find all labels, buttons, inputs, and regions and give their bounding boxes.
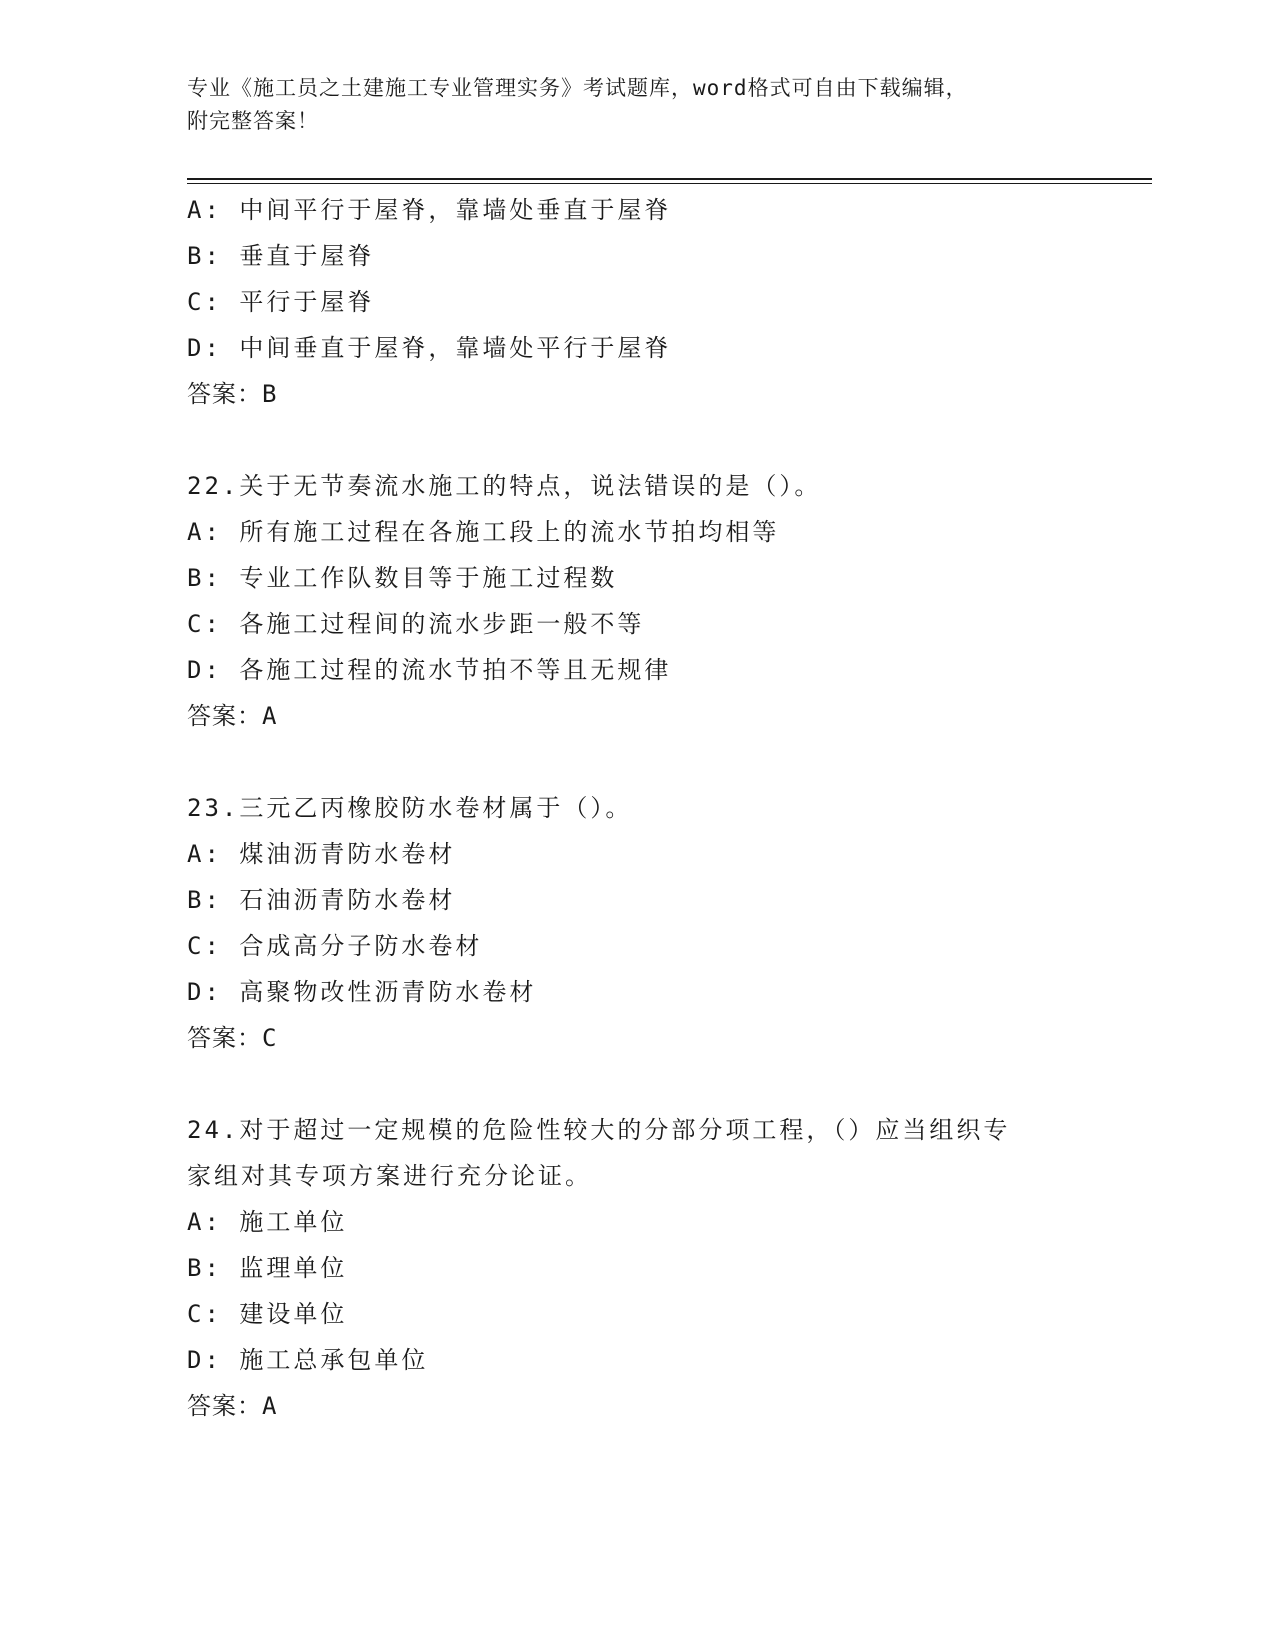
spacer <box>187 417 1117 463</box>
header-line-2: 附完整答案！ <box>187 109 319 133</box>
answer-value: C <box>262 1024 280 1052</box>
option-a: A: 煤油沥青防水卷材 <box>187 840 456 868</box>
document-header <box>187 72 1087 138</box>
header-divider-thin <box>187 183 1152 184</box>
option-b: B: 监理单位 <box>187 1254 348 1282</box>
answer-line <box>187 1015 1117 1061</box>
option-d: D: 高聚物改性沥青防水卷材 <box>187 978 537 1006</box>
option-b: B: 垂直于屋脊 <box>187 242 375 270</box>
option-a: A: 施工单位 <box>187 1208 348 1236</box>
spacer <box>187 1061 1117 1107</box>
question-stem: 22.关于无节奏流水施工的特点，说法错误的是（）。 <box>187 472 822 500</box>
header-line-1: 专业《施工员之土建施工专业管理实务》考试题库，word格式可自由下载编辑， <box>187 76 968 100</box>
answer-value: B <box>262 380 280 408</box>
question-23 <box>187 785 1117 1061</box>
option-d: D: 施工总承包单位 <box>187 1346 429 1374</box>
option-d: D: 各施工过程的流水节拍不等且无规律 <box>187 656 672 684</box>
answer-label: 答案： <box>187 1024 262 1052</box>
answer-line <box>187 1383 1117 1429</box>
option-a: A: 中间平行于屋脊，靠墙处垂直于屋脊 <box>187 196 672 224</box>
answer-label: 答案： <box>187 380 262 408</box>
option-b: B: 石油沥青防水卷材 <box>187 886 456 914</box>
answer-line <box>187 693 1117 739</box>
answer-value: A <box>262 1392 280 1420</box>
question-stem-line-2: 家组对其专项方案进行充分论证。 <box>187 1162 592 1190</box>
question-list <box>187 187 1117 1429</box>
header-divider-thick <box>187 178 1152 180</box>
option-c: C: 建设单位 <box>187 1300 348 1328</box>
option-c: C: 合成高分子防水卷材 <box>187 932 483 960</box>
question-stem-line-1: 24.对于超过一定规模的危险性较大的分部分项工程，（）应当组织专 <box>187 1116 1011 1144</box>
question-24 <box>187 1107 1117 1429</box>
option-a: A: 所有施工过程在各施工段上的流水节拍均相等 <box>187 518 780 546</box>
question-22 <box>187 463 1117 739</box>
answer-label: 答案： <box>187 1392 262 1420</box>
answer-label: 答案： <box>187 702 262 730</box>
option-d: D: 中间垂直于屋脊，靠墙处平行于屋脊 <box>187 334 672 362</box>
question-21 <box>187 187 1117 417</box>
option-b: B: 专业工作队数目等于施工过程数 <box>187 564 618 592</box>
option-c: C: 平行于屋脊 <box>187 288 375 316</box>
answer-value: A <box>262 702 280 730</box>
answer-line <box>187 371 1117 417</box>
spacer <box>187 739 1117 785</box>
question-stem: 23.三元乙丙橡胶防水卷材属于（）。 <box>187 794 633 822</box>
option-c: C: 各施工过程间的流水步距一般不等 <box>187 610 645 638</box>
